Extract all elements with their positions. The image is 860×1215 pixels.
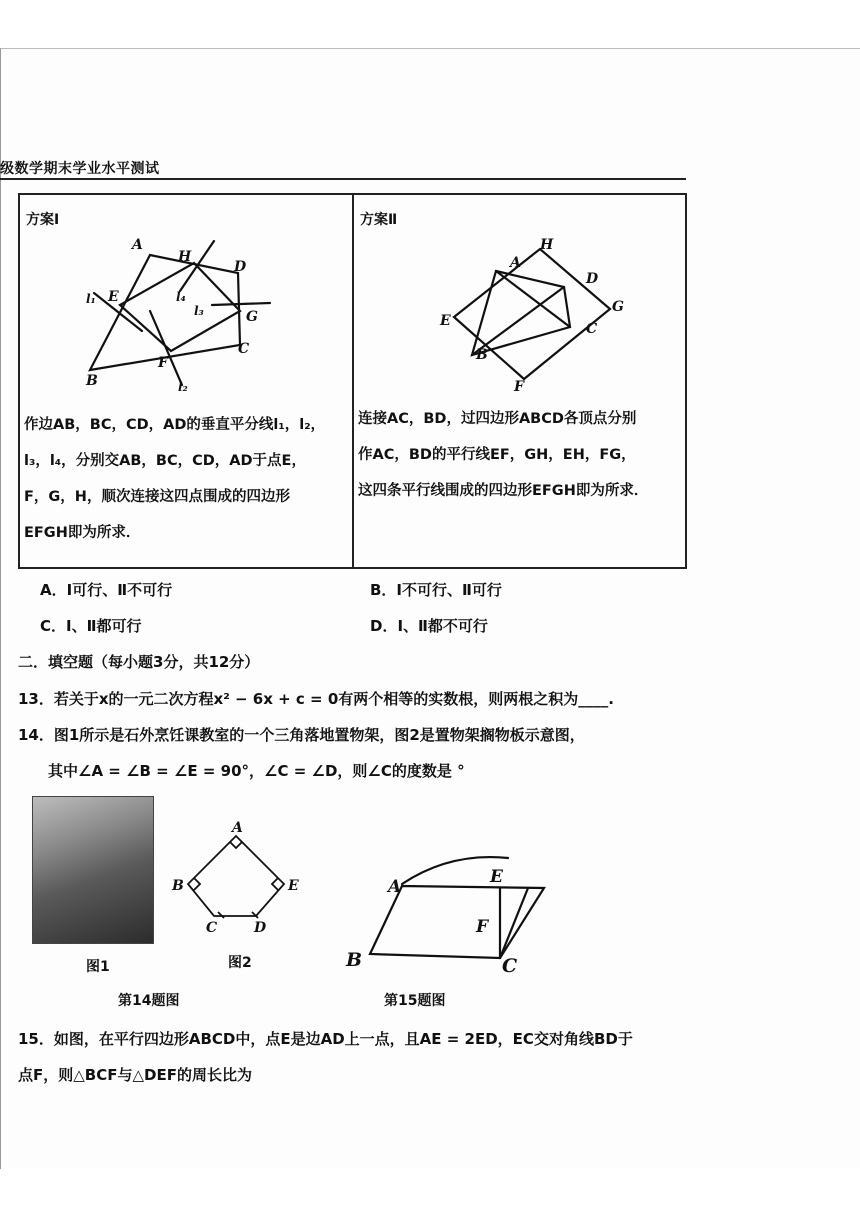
fig1-caption: 图1 xyxy=(86,959,110,975)
s1-label-l3: l₃ xyxy=(194,304,204,318)
s1-label-a: A xyxy=(132,237,143,253)
s1-label-c: C xyxy=(238,341,250,357)
s1-label-b: B xyxy=(86,373,98,389)
choice-b[interactable]: B．Ⅰ不可行、Ⅱ可行 xyxy=(370,581,502,599)
q15-figure-caption: 第15题图 xyxy=(384,993,446,1009)
s1-label-h: H xyxy=(178,249,192,265)
section2-heading: 二．填空题（每小题3分，共12分） xyxy=(18,653,260,671)
q15-label-c: C xyxy=(502,955,518,976)
fig2-label-d: D xyxy=(254,920,267,936)
scheme1-line: 作边AB，BC，CD，AD的垂直平分线l₁，l₂， xyxy=(24,417,326,433)
scheme-table xyxy=(18,193,687,569)
q15-label-e: E xyxy=(490,867,503,887)
fig2-figure xyxy=(166,818,306,938)
q15-label-a: A xyxy=(388,877,402,897)
choice-a[interactable]: A．Ⅰ可行、Ⅱ不可行 xyxy=(40,581,173,599)
s2-label-g: G xyxy=(612,299,624,315)
q15-label-b: B xyxy=(346,949,363,971)
s1-label-l2: l₂ xyxy=(178,380,188,394)
s1-label-e: E xyxy=(108,289,119,305)
scheme2-figure xyxy=(418,235,628,395)
s2-label-a: A xyxy=(510,255,521,271)
scheme2-line: 作AC，BD的平行线EF，GH，EH，FG， xyxy=(358,447,636,463)
choice-c[interactable]: C．Ⅰ、Ⅱ都可行 xyxy=(40,617,142,635)
choice-d[interactable]: D．Ⅰ、Ⅱ都不可行 xyxy=(370,617,488,635)
scheme1-line: EFGH即为所求． xyxy=(24,525,141,541)
s1-label-d: D xyxy=(234,259,247,275)
shelf-photo xyxy=(32,796,154,944)
s2-label-d: D xyxy=(586,271,599,287)
table-divider xyxy=(352,195,354,567)
s2-label-c: C xyxy=(586,321,598,337)
scheme1-figure xyxy=(80,235,280,395)
q14-figure-caption: 第14题图 xyxy=(118,993,180,1009)
q15-figure xyxy=(340,846,560,976)
s1-label-l4: l₄ xyxy=(176,290,186,304)
q15-label-f: F xyxy=(476,917,489,937)
question-15-line2: 点F，则△BCF与△DEF的周长比为 xyxy=(18,1066,252,1084)
s1-label-f: F xyxy=(158,355,168,371)
s2-label-b: B xyxy=(476,347,488,363)
scheme1-line: l₃，l₄，分别交AB，BC，CD，AD于点E， xyxy=(24,453,306,469)
scheme2-description xyxy=(358,401,688,509)
fig2-caption: 图2 xyxy=(228,955,252,971)
scheme2-line: 这四条平行线围成的四边形EFGH即为所求． xyxy=(358,483,649,499)
fig2-label-a: A xyxy=(232,820,243,836)
page-header-title: 级数学期末学业水平测试 xyxy=(0,161,160,177)
header-rule xyxy=(0,178,686,180)
fig2-label-e: E xyxy=(288,878,299,894)
scheme1-line: F，G，H，顺次连接这四点围成的四边形 xyxy=(24,489,290,505)
s2-label-e: E xyxy=(440,313,451,329)
fig2-label-b: B xyxy=(172,878,184,894)
fig2-label-c: C xyxy=(206,920,218,936)
scheme2-line: 连接AC，BD，过四边形ABCD各顶点分别 xyxy=(358,411,637,427)
s2-label-f: F xyxy=(514,379,524,395)
s1-label-g: G xyxy=(246,309,258,325)
question-15-line1: 15．如图，在平行四边形ABCD中，点E是边AD上一点，且AE = 2ED，EC交对角线BD于 xyxy=(18,1030,633,1048)
s1-label-l1: l₁ xyxy=(86,292,96,306)
question-14-line1: 14．图1所示是石外烹饪课教室的一个三角落地置物架，图2是置物架搁物板示意图， xyxy=(18,726,585,744)
scheme1-description xyxy=(24,407,350,551)
question-14-line2: 其中∠A = ∠B = ∠E = 90°，∠C = ∠D，则∠C的度数是 ° xyxy=(48,762,465,780)
scheme2-title: 方案Ⅱ xyxy=(360,212,398,228)
question-13: 13．若关于x的一元二次方程x² − 6x + c = 0有两个相等的实数根，则两根之积为____. xyxy=(18,690,614,708)
s2-label-h: H xyxy=(540,237,554,253)
scheme1-title: 方案Ⅰ xyxy=(26,212,60,228)
